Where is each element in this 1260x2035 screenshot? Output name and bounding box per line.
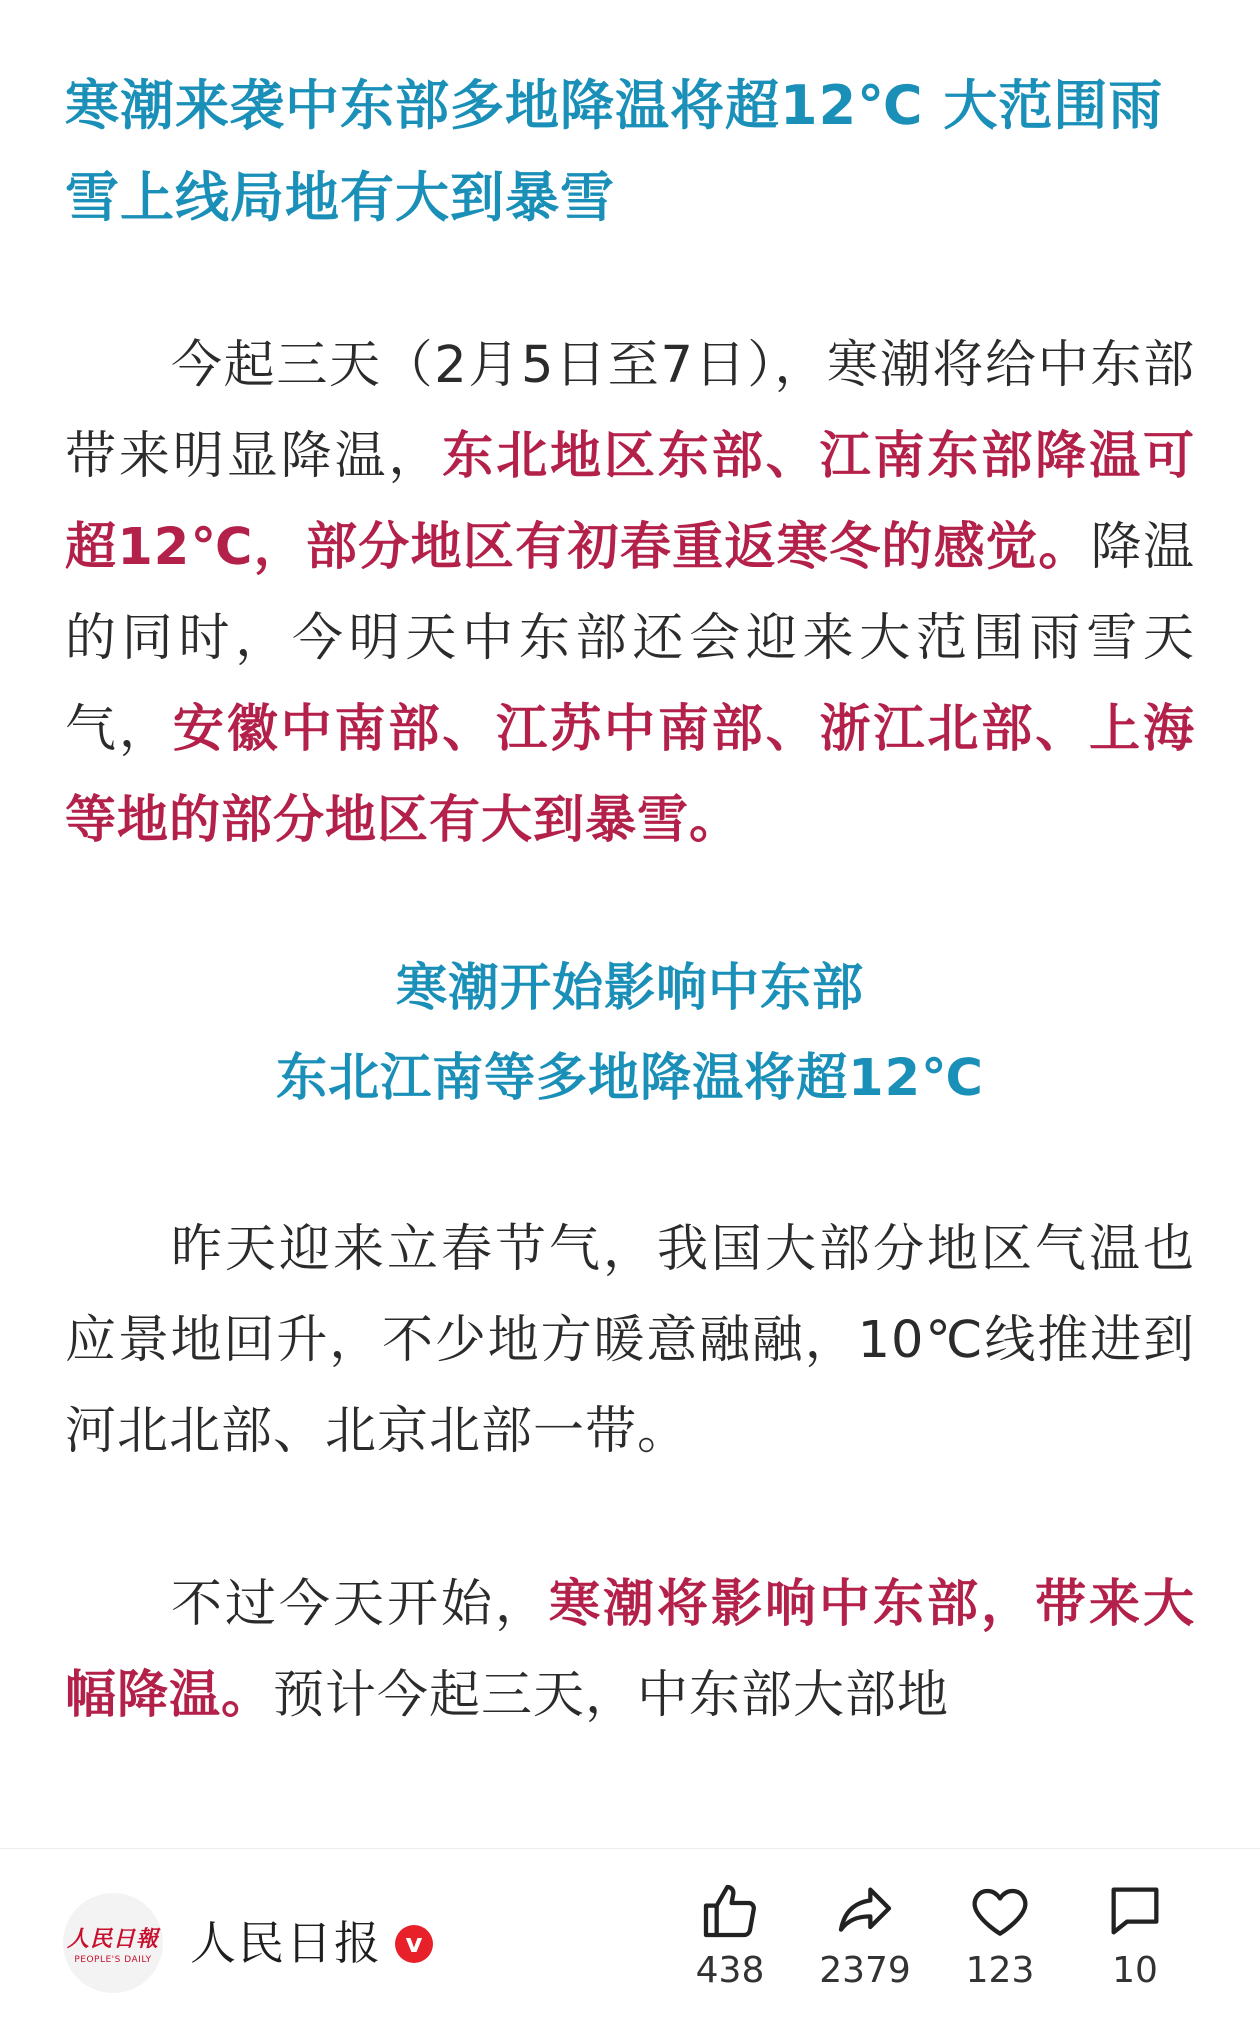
subheading-line-1: 寒潮开始影响中东部 [395, 959, 864, 1018]
comment-button[interactable] [1075, 1879, 1195, 1993]
highlighted-text: 东北地区东部、江南东部降温可超12℃，部分地区有初春重返寒冬的感觉。 [65, 427, 1195, 577]
section-subheading [65, 944, 1195, 1124]
article-headline: 寒潮来袭中东部多地降温将超12℃ 大范围雨雪上线局地有大到暴雪 [65, 74, 1164, 229]
account-name[interactable]: 人民日报 [190, 1916, 382, 1970]
account-avatar[interactable] [63, 1893, 163, 1993]
verified-badge-icon: v [395, 1925, 433, 1963]
thumbs-up-icon [698, 1879, 762, 1943]
paragraph-text: 不过今天开始， [171, 1575, 549, 1634]
comment-icon [1103, 1879, 1167, 1943]
paragraph-text: 降温的同时，今明天中东部还会迎来大范围雨雪天气， [65, 518, 1195, 759]
paragraph-text: 今起三天（2月5日至7日），寒潮将给中东部带来明显降温， [65, 336, 1195, 486]
share-icon [833, 1879, 897, 1943]
subheading-line-2: 东北江南等多地降温将超12℃ [276, 1049, 984, 1108]
avatar-sub-text: PEOPLE'S DAILY [74, 1954, 152, 1965]
favorite-count: 123 [965, 1950, 1035, 1991]
share-count: 2379 [819, 1950, 911, 1991]
article-paragraph-2: 昨天迎来立春节气，我国大部分地区气温也应景地回升，不少地方暖意融融，10℃线推进到河北北部、北京北部一带。 [65, 1220, 1195, 1461]
heart-icon [968, 1879, 1032, 1943]
avatar-logo-text: 人民日報 [66, 1925, 159, 1952]
bottom-action-bar [0, 1848, 1260, 2035]
paragraph-text: 预计今起三天，中东部大部地 [273, 1666, 950, 1725]
highlighted-text: 寒潮将影响中东部，带来大幅降温。 [65, 1575, 1195, 1725]
article-paragraph-1 [65, 320, 1195, 866]
highlighted-text: 安徽中南部、江苏中南部、浙江北部、上海等地的部分地区有大到暴雪。 [65, 700, 1195, 850]
like-button[interactable] [670, 1879, 790, 1993]
comment-count: 10 [1112, 1950, 1158, 1991]
like-count: 438 [695, 1950, 765, 1991]
favorite-button[interactable] [940, 1879, 1060, 1993]
article-paragraph-3 [65, 1559, 1195, 1741]
share-button[interactable] [805, 1879, 925, 1993]
article-body [65, 60, 1195, 1741]
